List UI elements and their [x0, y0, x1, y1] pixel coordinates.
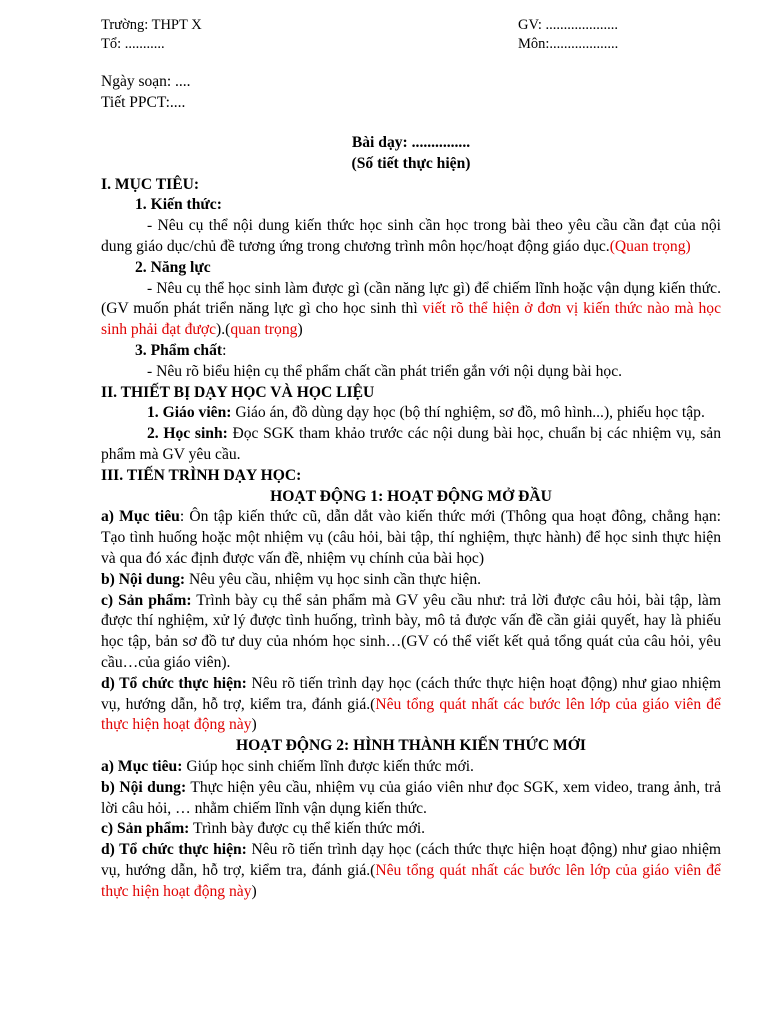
activity-2-objective-text: Giúp học sinh chiếm lĩnh được kiến thức mới.: [182, 757, 474, 775]
activity-2-objective-label: a) Mục tiêu:: [101, 757, 183, 775]
teacher-name: GV: ....................: [518, 17, 619, 33]
activity-2-product: [101, 819, 721, 840]
activity-2-content-text: Thực hiện yêu cầu, nhiệm vụ của giáo viên như đọc SGK, xem video, trang ảnh, trả lời câu hỏi, … nhằm chiếm lĩnh vận dụng kiến thức.: [101, 778, 722, 817]
activity-1-product-text: Trình bày cụ thể sản phẩm mà GV yêu cầu như: trả lời được câu hỏi, bài tập, làm được thí nghiệm, xử lý được tình huống, trình bày, mô tả được vấn đề cần giải quyết, hay là phiếu học tập, bản sơ đồ tư duy của nhóm học sinh…(GV có thể viết kết quả tổng quát của câu hỏi, yêu cầu…của giáo viên).: [101, 591, 721, 671]
competence-note-2: quan trọng: [230, 321, 298, 339]
period-number: Tiết PPCT:....: [101, 94, 186, 111]
competence-text-2: ).(: [216, 321, 231, 339]
teacher-materials: [101, 403, 721, 424]
activity-2-organization-label: d) Tổ chức thực hiện:: [101, 841, 247, 859]
activity-1-organization-note: Nêu tổng quát nhất các bước lên lớp của giáo viên để thực hiện hoạt động này: [101, 695, 721, 734]
knowledge-paragraph: [101, 216, 721, 258]
prep-date: Ngày soạn: ....: [101, 73, 191, 90]
activity-1-organization-text: Nêu rõ tiến trình dạy học (cách thức thực hiện hoạt động) như giao nhiệm vụ, hướng dẫn, hỗ trợ, kiểm tra, đánh giá.(: [101, 674, 722, 713]
knowledge-heading: 1. Kiến thức:: [135, 196, 222, 214]
activity-1-objective: [101, 507, 721, 569]
qualities-paragraph: - Nêu rõ biểu hiện cụ thể phẩm chất cần phát triển gắn với nội dụng bài học.: [147, 362, 623, 380]
activity-1-content-label: b) Nội dung:: [101, 570, 186, 588]
teacher-materials-title: 1. Giáo viên:: [147, 404, 232, 422]
activity-1-organization-label: d) Tổ chức thực hiện:: [101, 674, 247, 692]
activity-1-objective-text: : Ôn tập kiến thức cũ, dẫn dắt vào kiến thức mới (Thông qua hoạt đông, chẳng hạn: Tạo tình huống hoặc một nhiệm vụ (câu hỏi, bài tập, thí nghiệm, thực hành) để học sinh thực hiện và qua đó xác định được vấn đề, nhiệm vụ chính của bài học): [101, 508, 722, 567]
competence-note-1: viết rõ thể hiện ở đơn vị kiến thức nào mà học sinh phải đạt được: [101, 300, 721, 339]
section-objectives-heading: I. MỤC TIÊU:: [101, 175, 200, 193]
section-process-heading: III. TIẾN TRÌNH DẠY HỌC:: [101, 466, 302, 484]
activity-1-organization-end: ): [251, 716, 257, 734]
activity-1-content-text: Nêu yêu cầu, nhiệm vụ học sinh cần thực hiện.: [185, 570, 482, 588]
document-body: [101, 133, 721, 902]
activity-1-content: [101, 570, 721, 591]
subject-name: Môn:...................: [518, 36, 619, 52]
activity-1-title: HOẠT ĐỘNG 1: HOẠT ĐỘNG MỞ ĐẦU: [270, 487, 552, 505]
lesson-meta: [101, 71, 191, 113]
header-right: [518, 16, 618, 54]
competence-paragraph: [101, 279, 721, 341]
header-left: [101, 16, 202, 54]
competence-text-3: ): [297, 321, 303, 339]
teacher-materials-text: Giáo án, đồ dùng dạy học (bộ thí nghiệm, sơ đồ, mô hình...), phiếu học tập.: [231, 404, 705, 422]
activity-1-objective-label: a) Mục tiêu: [101, 508, 180, 526]
activity-2-organization-end: ): [251, 882, 257, 900]
qualities-heading: [101, 341, 721, 362]
activity-2-title: HOẠT ĐỘNG 2: HÌNH THÀNH KIẾN THỨC MỚI: [236, 737, 586, 755]
activity-2-organization-text: Nêu rõ tiến trình dạy học (cách thức thực hiện hoạt động) như giao nhiệm vụ, hướng dẫn, hỗ trợ, kiểm tra, đánh giá.(: [101, 841, 722, 879]
activity-2-organization-note: Nêu tổng quát nhất các bước lên lớp của giáo viên để thực hiện hoạt động này: [101, 861, 721, 900]
section-equipment-heading: II. THIẾT BỊ DẠY HỌC VÀ HỌC LIỆU: [101, 383, 375, 401]
activity-2-organization: [101, 840, 721, 902]
activity-1-product-label: c) Sản phẩm:: [101, 591, 192, 609]
competence-heading: 2. Năng lực: [135, 258, 211, 276]
school-name: Trường: THPT X: [101, 17, 202, 33]
knowledge-text: - Nêu cụ thể nội dung kiến thức học sinh cần học trong bài theo yêu cầu cần đạt của nội dung giáo dục/chủ đề tương ứng trong chương trình môn học/hoạt động giáo dục.: [101, 217, 721, 255]
student-materials: [101, 424, 721, 466]
knowledge-note: (Quan trọng): [609, 237, 691, 255]
activity-2-content-label: b) Nội dung:: [101, 778, 187, 796]
activity-2-product-label: c) Sản phẩm:: [101, 820, 190, 838]
activity-1-product: [101, 591, 721, 674]
competence-text-1: - Nêu cụ thể học sinh làm được gì (cần năng lực gì) để chiếm lĩnh hoặc vận dụng kiến thức. (GV muốn phát triển năng lực gì cho học sinh thì: [101, 279, 721, 318]
activity-1-organization: [101, 674, 721, 736]
lesson-subtitle: (Số tiết thực hiện): [351, 154, 471, 172]
activity-2-product-text: Trình bày được cụ thể kiến thức mới.: [189, 820, 426, 838]
student-materials-text: Đọc SGK tham khảo trước các nội dung bài học, chuẩn bị các nhiệm vụ, sản phẩm mà GV yêu cầu.: [101, 425, 721, 463]
activity-2-objective: [101, 757, 721, 778]
group-name: Tổ: ...........: [101, 36, 165, 52]
qualities-title: 3. Phẩm chất: [135, 341, 223, 359]
qualities-colon: :: [222, 341, 227, 359]
lesson-title: Bài dạy: ...............: [351, 134, 471, 151]
activity-2-content: [101, 778, 721, 820]
student-materials-title: 2. Học sinh:: [147, 425, 228, 443]
